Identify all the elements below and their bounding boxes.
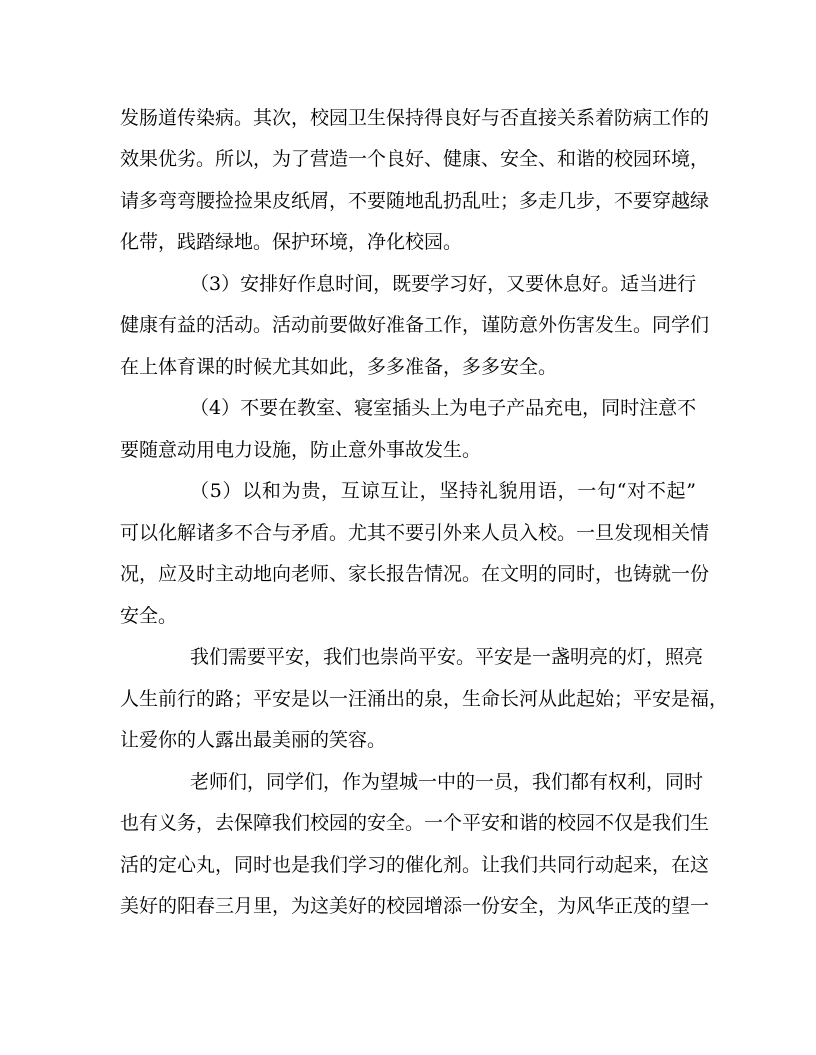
text-line-4: 化带，践踏绿地。保护环境，净化校园。 [120,231,463,253]
text-line-9: 要随意动用电力设施，防止意外事故发生。 [120,439,482,461]
text-line-6: 健康有益的活动。活动前要做好准备工作，谨防意外伤害发生。同学们 [120,314,710,336]
text-line-12: 况，应及时主动地向老师、家长报告情况。在文明的同时，也铸就一份 [120,563,710,585]
text-line-10: （5）以和为贵，互谅互让，坚持礼貌用语，一句“对不起” [190,480,696,502]
text-line-2: 效果优劣。所以，为了营造一个良好、健康、安全、和谐的校园环境， [120,148,710,170]
text-line-20: 美好的阳春三月里，为这美好的校园增添一份安全，为风华正茂的望一 [120,895,710,917]
text-line-19: 活的定心丸，同时也是我们学习的催化剂。让我们共同行动起来，在这 [120,854,710,876]
text-line-1: 发肠道传染病。其次，校园卫生保持得良好与否直接关系着防病工作的 [120,107,710,129]
text-line-5: （3）安排好作息时间，既要学习好，又要休息好。适当进行 [190,273,697,295]
text-line-13: 安全。 [120,605,178,627]
text-line-14: 我们需要平安，我们也崇尚平安。平安是一盏明亮的灯，照亮 [190,646,704,668]
text-line-3: 请多弯弯腰捡捡果皮纸屑，不要随地乱扔乱吐；多走几步，不要穿越绿 [120,190,710,212]
text-line-16: 让爱你的人露出最美丽的笑容。 [120,729,387,751]
text-line-15: 人生前行的路；平安是以一汪涌出的泉，生命长河从此起始；平安是福， [120,688,729,710]
text-line-11: 可以化解诸多不合与矛盾。尤其不要引外来人员入校。一旦发现相关情 [120,522,710,544]
text-line-7: 在上体育课的时候尤其如此，多多准备，多多安全。 [120,356,558,378]
text-line-18: 也有义务，去保障我们校园的安全。一个平安和谐的校园不仅是我们生 [120,812,710,834]
text-line-8: （4）不要在教室、寝室插头上为电子产品充电，同时注意不 [190,397,697,419]
text-line-17: 老师们，同学们，作为望城一中的一员，我们都有权利，同时 [190,771,704,793]
